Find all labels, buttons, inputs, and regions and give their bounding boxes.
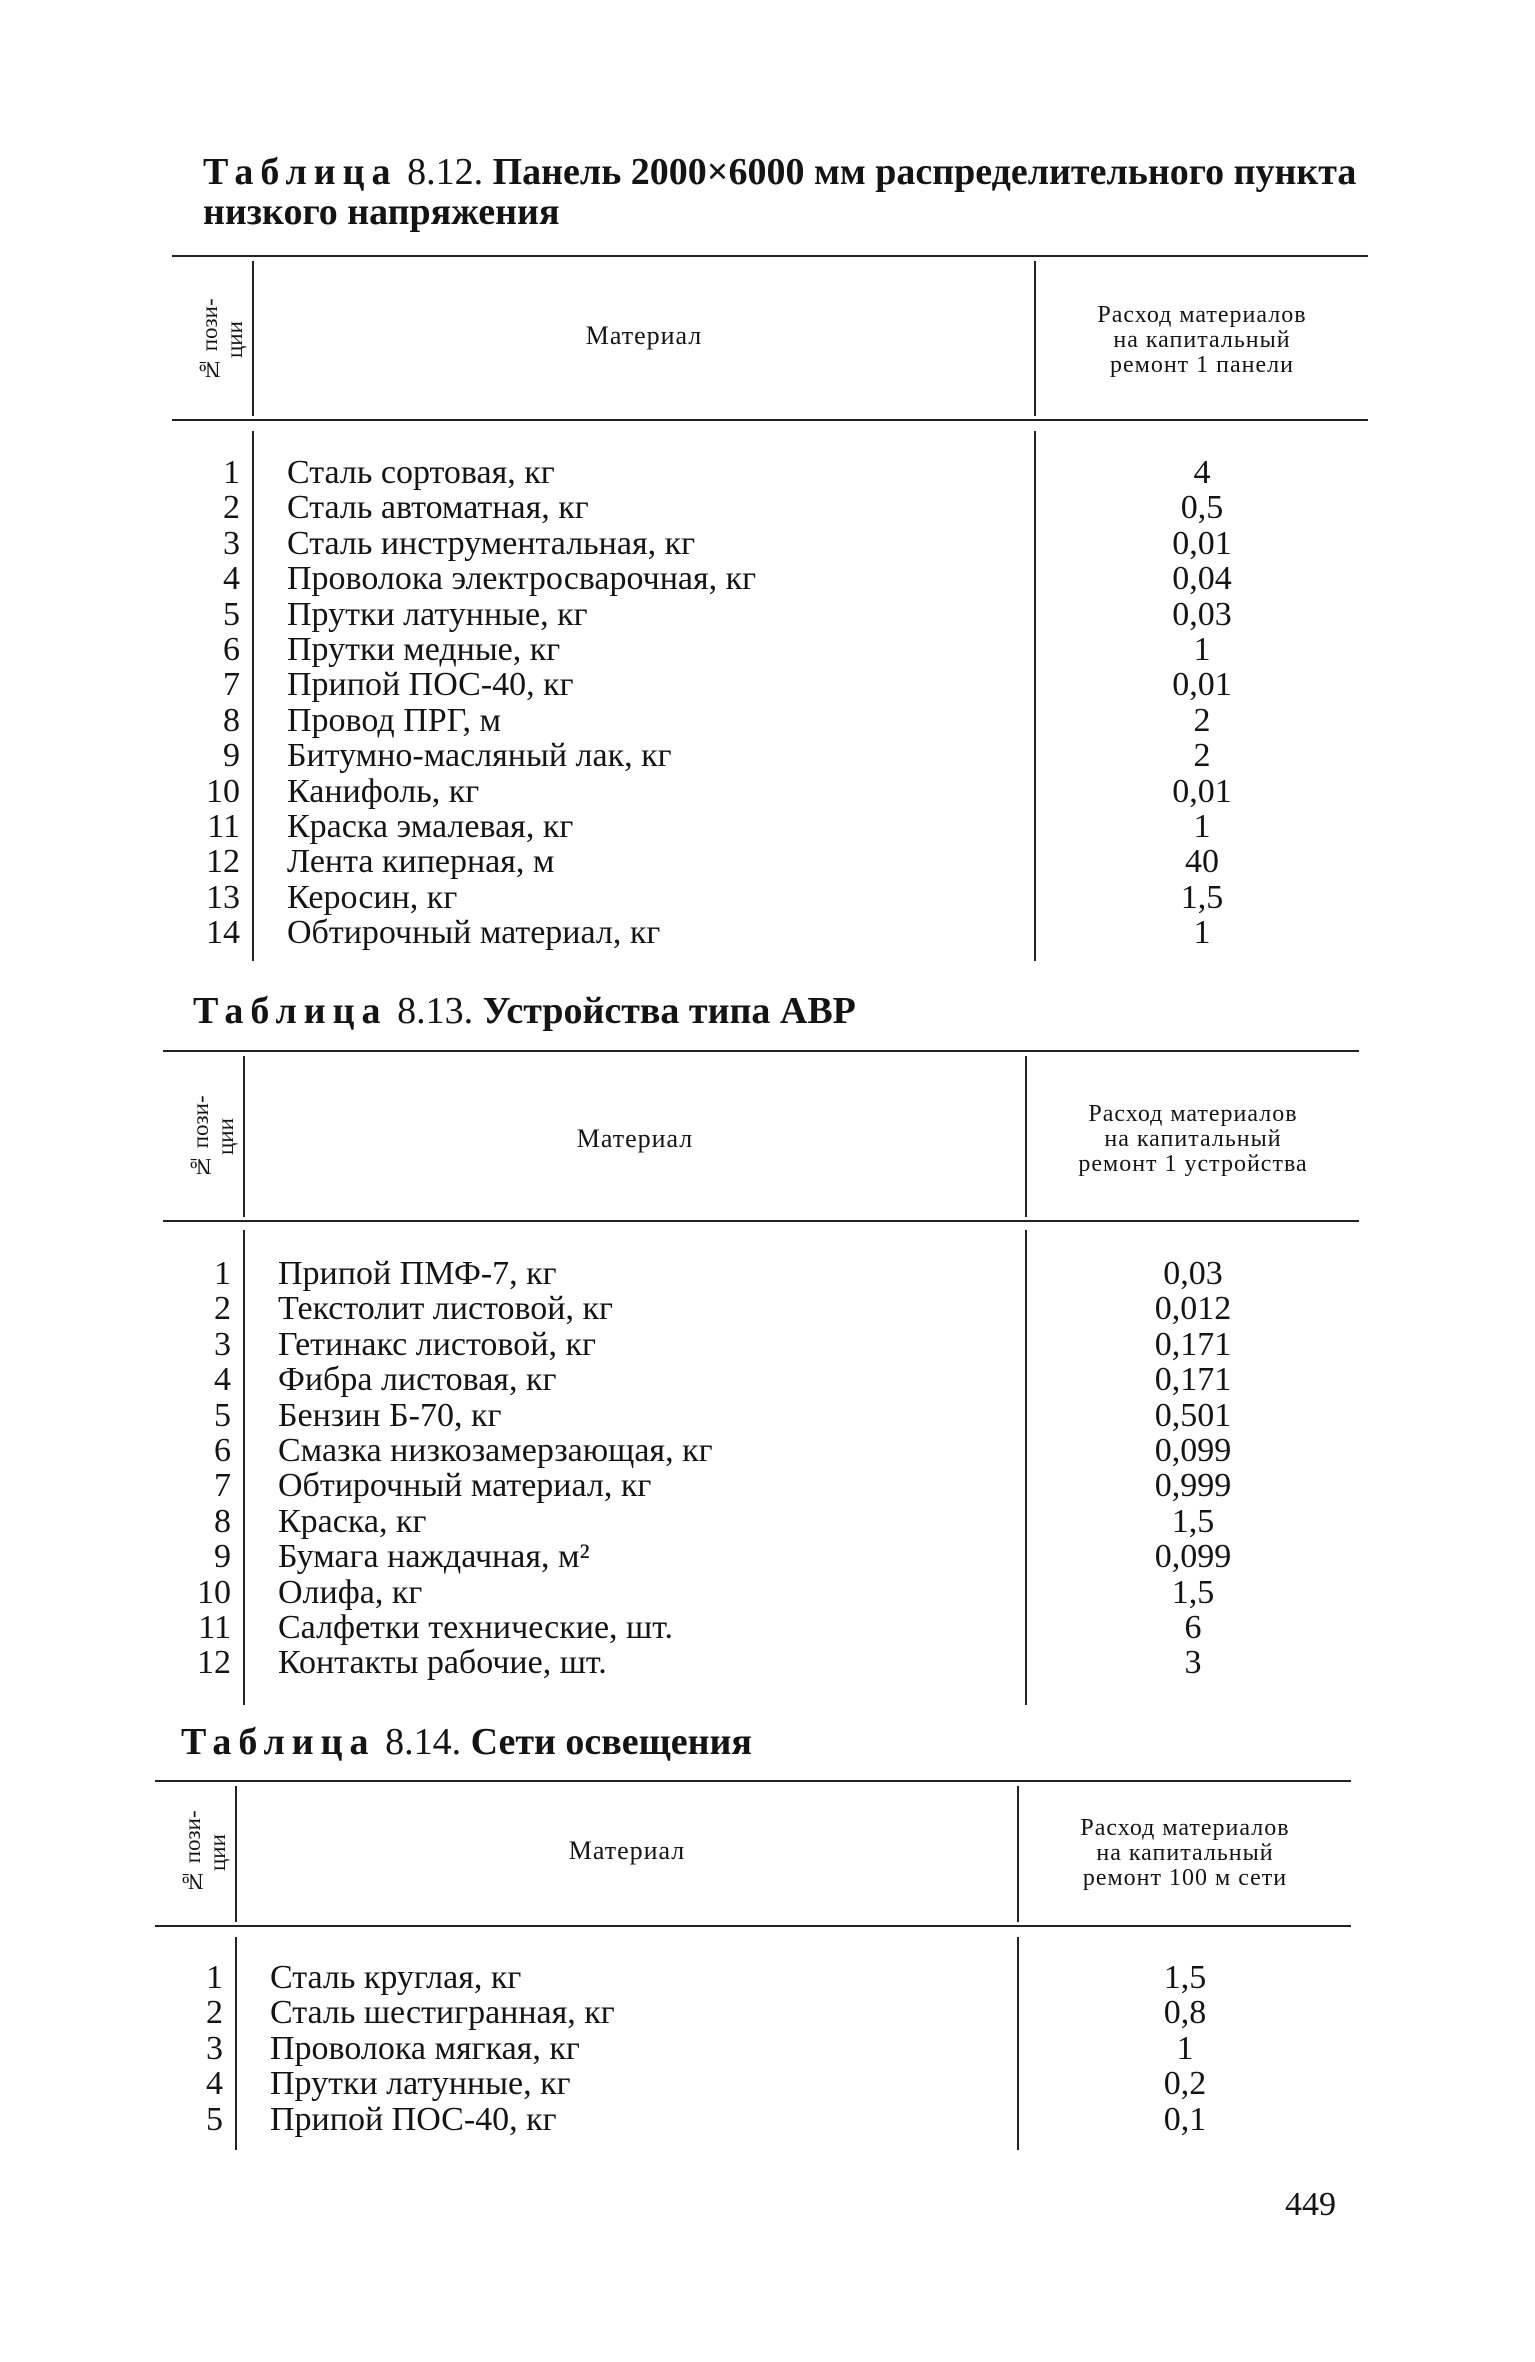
table-8-13-title — [193, 992, 1363, 1032]
row-material: Проволока электросварочная, кг — [287, 560, 757, 598]
table-number: 8.14. — [385, 1721, 462, 1763]
table-row — [172, 490, 1368, 525]
row-usage-value: 0,01 — [1172, 666, 1232, 704]
row-usage-value: 0,2 — [1163, 2065, 1207, 2103]
column-header-material: Материал — [585, 321, 703, 350]
row-position-number: 9 — [214, 1538, 231, 1576]
row-material: Проволока мягкая, кг — [270, 2029, 580, 2067]
row-material: Бензин Б-70, кг — [278, 1396, 502, 1434]
row-position-number: 4 — [206, 2065, 223, 2103]
row-position-number: 4 — [223, 560, 240, 598]
column-header-usage: Расход материалов на капитальный ремонт 1 панели — [1097, 302, 1307, 378]
table-row — [155, 2066, 1351, 2101]
row-usage-value: 4 — [1193, 454, 1211, 491]
row-material: Фибра листовая, кг — [278, 1361, 557, 1399]
row-material: Керосин, кг — [287, 878, 458, 916]
table-label: Таблица — [203, 151, 398, 193]
row-position-number: 7 — [214, 1467, 231, 1505]
table-caption: Устройства типа АВР — [482, 990, 856, 1032]
table-rule-header — [163, 1220, 1359, 1222]
table-row — [163, 1539, 1359, 1574]
column-header-position: № пози- ции — [197, 298, 247, 382]
table-caption: Сети освещения — [470, 1721, 752, 1763]
row-position-number: 2 — [206, 1994, 223, 2032]
row-material: Прутки медные, кг — [287, 630, 561, 668]
row-usage-value: 0,03 — [1163, 1255, 1223, 1292]
row-usage-value: 0,01 — [1172, 524, 1232, 562]
row-material: Сталь сортовая, кг — [287, 454, 555, 491]
row-material: Обтирочный материал, кг — [278, 1467, 652, 1505]
table-row — [172, 526, 1368, 561]
column-header-material: Материал — [576, 1124, 694, 1153]
table-8-12 — [172, 255, 1368, 961]
table-row — [172, 597, 1368, 632]
row-position-number: 12 — [206, 843, 240, 881]
row-material: Припой ПМФ-7, кг — [278, 1255, 557, 1292]
row-position-number: 1 — [214, 1255, 231, 1292]
column-header-usage: Расход материалов на капитальный ремонт 1 устройства — [1078, 1101, 1308, 1177]
row-material: Прутки латунные, кг — [287, 595, 588, 633]
table-row — [163, 1256, 1359, 1291]
row-usage-value: 0,012 — [1154, 1290, 1232, 1328]
row-usage-value: 0,171 — [1154, 1361, 1232, 1399]
row-usage-value: 0,171 — [1154, 1325, 1232, 1363]
table-row — [172, 809, 1368, 844]
row-material: Сталь круглая, кг — [270, 1959, 522, 1996]
row-material: Сталь шестигранная, кг — [270, 1994, 615, 2032]
table-rule-top — [172, 255, 1368, 257]
table-row — [163, 1291, 1359, 1326]
page-number: 449 — [1285, 2186, 1336, 2223]
table-row — [155, 1960, 1351, 1995]
table-row — [172, 774, 1368, 809]
row-position-number: 12 — [197, 1644, 231, 1682]
row-material: Олифа, кг — [278, 1573, 423, 1611]
row-position-number: 10 — [197, 1573, 231, 1611]
table-row — [163, 1327, 1359, 1362]
row-usage-value: 3 — [1184, 1644, 1202, 1682]
table-row — [155, 1995, 1351, 2030]
row-position-number: 11 — [207, 807, 240, 845]
column-header-position: № пози- ции — [180, 1810, 230, 1895]
row-usage-value: 1,5 — [1171, 1502, 1215, 1540]
row-usage-value: 0,501 — [1154, 1396, 1232, 1434]
row-position-number: 1 — [206, 1959, 223, 1996]
table-8-14 — [155, 1780, 1351, 2150]
table-row — [163, 1504, 1359, 1539]
table-rule-top — [163, 1050, 1359, 1052]
table-8-13 — [163, 1050, 1359, 1705]
table-row — [172, 738, 1368, 773]
table-8-14-title — [181, 1723, 1351, 1763]
row-usage-value: 1,5 — [1163, 1959, 1207, 1996]
row-position-number: 3 — [223, 524, 240, 562]
row-material: Краска, кг — [278, 1502, 427, 1540]
row-material: Битумно-масляный лак, кг — [287, 737, 672, 775]
row-usage-value: 1 — [1193, 630, 1211, 668]
row-material: Канифоль, кг — [287, 772, 480, 810]
table-row — [163, 1575, 1359, 1610]
row-material: Салфетки технические, шт. — [278, 1608, 674, 1646]
table-body — [172, 455, 1368, 950]
table-row — [172, 561, 1368, 596]
row-position-number: 2 — [223, 489, 240, 527]
table-number: 8.12. — [407, 151, 484, 193]
row-usage-value: 0,1 — [1163, 2100, 1207, 2138]
row-usage-value: 1 — [1193, 807, 1211, 845]
table-row — [155, 2031, 1351, 2066]
row-position-number: 8 — [223, 701, 240, 739]
column-header-usage: Расход материалов на капитальный ремонт 100 м сети — [1080, 1815, 1290, 1891]
row-usage-value: 1 — [1176, 2029, 1194, 2067]
table-row — [172, 915, 1368, 950]
row-material: Бумага наждачная, м² — [278, 1538, 590, 1576]
row-position-number: 9 — [223, 737, 240, 775]
table-rule-top — [155, 1780, 1351, 1782]
row-position-number: 11 — [198, 1608, 231, 1646]
table-number: 8.13. — [397, 990, 474, 1032]
table-label: Таблица — [181, 1721, 376, 1763]
row-position-number: 5 — [223, 595, 240, 633]
row-material: Припой ПОС-40, кг — [270, 2100, 557, 2138]
row-material: Обтирочный материал, кг — [287, 914, 661, 952]
row-position-number: 5 — [206, 2100, 223, 2138]
row-position-number: 3 — [206, 2029, 223, 2067]
row-position-number: 14 — [206, 914, 240, 952]
row-usage-value: 0,099 — [1154, 1431, 1232, 1469]
column-header-position: № пози- ции — [188, 1095, 238, 1179]
row-usage-value: 1,5 — [1180, 878, 1224, 916]
table-row — [163, 1610, 1359, 1645]
table-row — [163, 1362, 1359, 1397]
column-header-material: Материал — [568, 1836, 686, 1865]
table-label: Таблица — [193, 990, 388, 1032]
row-position-number: 5 — [214, 1396, 231, 1434]
row-usage-value: 0,03 — [1172, 595, 1232, 633]
table-row — [155, 2102, 1351, 2137]
row-material: Сталь автоматная, кг — [287, 489, 589, 527]
row-usage-value: 2 — [1193, 737, 1211, 775]
table-caption: Панель 2000×6000 мм распределительного пункта — [492, 151, 1357, 193]
table-8-12-title — [203, 153, 1373, 233]
row-usage-value: 2 — [1193, 701, 1211, 739]
row-usage-value: 1,5 — [1171, 1573, 1215, 1611]
row-position-number: 10 — [206, 772, 240, 810]
row-position-number: 8 — [214, 1502, 231, 1540]
table-row — [172, 632, 1368, 667]
table-row — [172, 844, 1368, 879]
table-row — [163, 1398, 1359, 1433]
table-row — [163, 1433, 1359, 1468]
table-rule-header — [155, 1925, 1351, 1927]
row-material: Лента киперная, м — [287, 843, 555, 881]
table-caption-cont: низкого напряжения — [203, 190, 560, 233]
row-usage-value: 0,01 — [1172, 772, 1232, 810]
row-usage-value: 40 — [1185, 843, 1219, 881]
row-usage-value: 6 — [1184, 1608, 1202, 1646]
row-material: Смазка низкозамерзающая, кг — [278, 1431, 713, 1469]
row-material: Краска эмалевая, кг — [287, 807, 574, 845]
table-row — [163, 1468, 1359, 1503]
row-usage-value: 1 — [1193, 914, 1211, 952]
row-position-number: 1 — [223, 454, 240, 491]
row-material: Прутки латунные, кг — [270, 2065, 571, 2103]
table-row — [172, 455, 1368, 490]
row-usage-value: 0,8 — [1163, 1994, 1207, 2032]
row-material: Текстолит листовой, кг — [278, 1290, 613, 1328]
row-position-number: 7 — [223, 666, 240, 704]
table-row — [172, 880, 1368, 915]
row-material: Провод ПРГ, м — [287, 701, 501, 739]
row-position-number: 2 — [214, 1290, 231, 1328]
table-row — [172, 667, 1368, 702]
row-material: Сталь инструментальная, кг — [287, 524, 696, 562]
table-rule-header — [172, 419, 1368, 421]
table-row — [172, 703, 1368, 738]
table-body — [155, 1960, 1351, 2137]
row-position-number: 3 — [214, 1325, 231, 1363]
table-body — [163, 1256, 1359, 1681]
row-material: Припой ПОС-40, кг — [287, 666, 574, 704]
row-usage-value: 0,04 — [1172, 560, 1232, 598]
row-usage-value: 0,5 — [1180, 489, 1224, 527]
row-position-number: 4 — [214, 1361, 231, 1399]
row-usage-value: 0,999 — [1154, 1467, 1232, 1505]
row-usage-value: 0,099 — [1154, 1538, 1232, 1576]
row-material: Контакты рабочие, шт. — [278, 1644, 607, 1682]
table-row — [163, 1645, 1359, 1680]
row-position-number: 13 — [206, 878, 240, 916]
row-position-number: 6 — [223, 630, 240, 668]
row-position-number: 6 — [214, 1431, 231, 1469]
row-material: Гетинакс листовой, кг — [278, 1325, 596, 1363]
